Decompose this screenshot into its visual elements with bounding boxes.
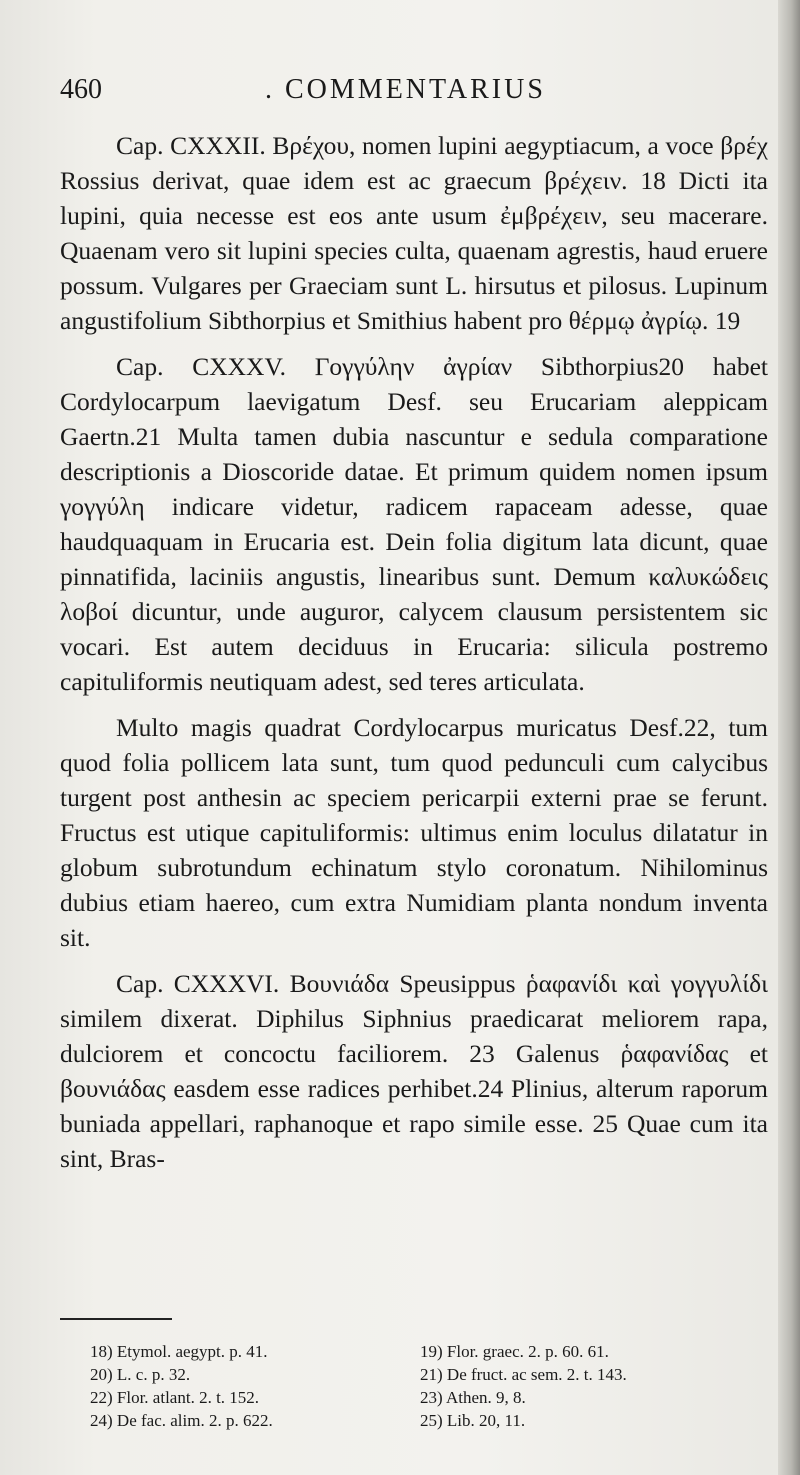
- running-head: . COMMENTARIUS: [265, 74, 546, 105]
- book-spine-shadow: [778, 0, 800, 1475]
- footnotes: [90, 1340, 750, 1432]
- footnote-row: [90, 1363, 750, 1386]
- footnote-row: [90, 1340, 750, 1363]
- footnote-21: 21) De fruct. ac sem. 2. t. 143.: [420, 1365, 627, 1384]
- footnote-23: 23) Athen. 9, 8.: [420, 1388, 526, 1407]
- page-header: [60, 74, 760, 114]
- footnote-20: 20) L. c. p. 32.: [90, 1365, 191, 1384]
- paragraph-cordylocarpus: Multo magis quadrat Cordylocarpus muricatus Desf.22, tum quod folia pollicem lata sunt, tum quod pedunculi cum calycibus turgent post anthesin ac speciem pericarpii externi prae se ferunt. Fructus est utique capituliformis: ultimus enim loculus dilatatur in globum subrotundum echinatum stylo coronatum. Nihilominus dubius etiam haereo, cum extra Numidiam planta nondum inventa sit.: [60, 713, 768, 952]
- footnote-22: 22) Flor. atlant. 2. t. 152.: [90, 1388, 260, 1407]
- page-body: [60, 128, 768, 1187]
- footnote-19: 19) Flor. graec. 2. p. 60. 61.: [420, 1342, 609, 1361]
- footnote-18: 18) Etymol. aegypt. p. 41.: [90, 1342, 268, 1361]
- paragraph-cap-136: Cap. CXXXVI. Βουνιάδα Speusippus ῥαφανίδι καὶ γογγυλίδι similem dixerat. Diphilus Siphnius praedicarat meliorem rapa, dulciorem et concoctu faciliorem. 23 Galenus ῥαφανίδας et βουνιάδας easdem esse radices perhibet.24 Plinius, alterum raporum buniada appellari, raphanoque et rapo simile esse. 25 Quae cum ita sint, Bras-: [60, 969, 768, 1173]
- footnote-row: [90, 1386, 750, 1409]
- footnote-rule: [60, 1318, 172, 1320]
- footnote-25: 25) Lib. 20, 11.: [420, 1411, 526, 1430]
- footnote-row: [90, 1409, 750, 1432]
- page-number: 460: [60, 74, 102, 105]
- paragraph-cap-135: Cap. CXXXV. Γογγύλην ἀγρίαν Sibthorpius20 habet Cordylocarpum laevigatum Desf. seu Erucariam aleppicam Gaertn.21 Multa tamen dubia nascuntur e sedula comparatione descriptionis a Dioscoride datae. Et primum quidem nomen ipsum γογγύλη indicare videtur, radicem rapaceam adesse, quae haudquaquam in Erucaria est. Dein folia digitum lata dicunt, quae pinnatifida, laciniis angustis, linearibus sunt. Demum καλυκώδεις λοβοί dicuntur, unde auguror, calycem clausum persistentem sic vocari. Est autem deciduus in Erucaria: silicula postremo capituliformis neutiquam adest, sed teres articulata.: [60, 352, 768, 696]
- paragraph-cap-132: Cap. CXXXII. Βρέχου, nomen lupini aegyptiacum, a voce βρέχ Rossius derivat, quae idem est ac graecum βρέχειν. 18 Dicti ita lupini, quia necesse est eos ante usum ἐμβρέχειν, seu macerare. Quaenam vero sit lupini species culta, quaenam agrestis, haud eruere possum. Vulgares per Graeciam sunt L. hirsutus et pilosus. Lupinum angustifolium Sibthorpius et Smithius habent pro θέρμῳ ἀγρίῳ. 19: [60, 131, 768, 335]
- footnote-24: 24) De fac. alim. 2. p. 622.: [90, 1411, 273, 1430]
